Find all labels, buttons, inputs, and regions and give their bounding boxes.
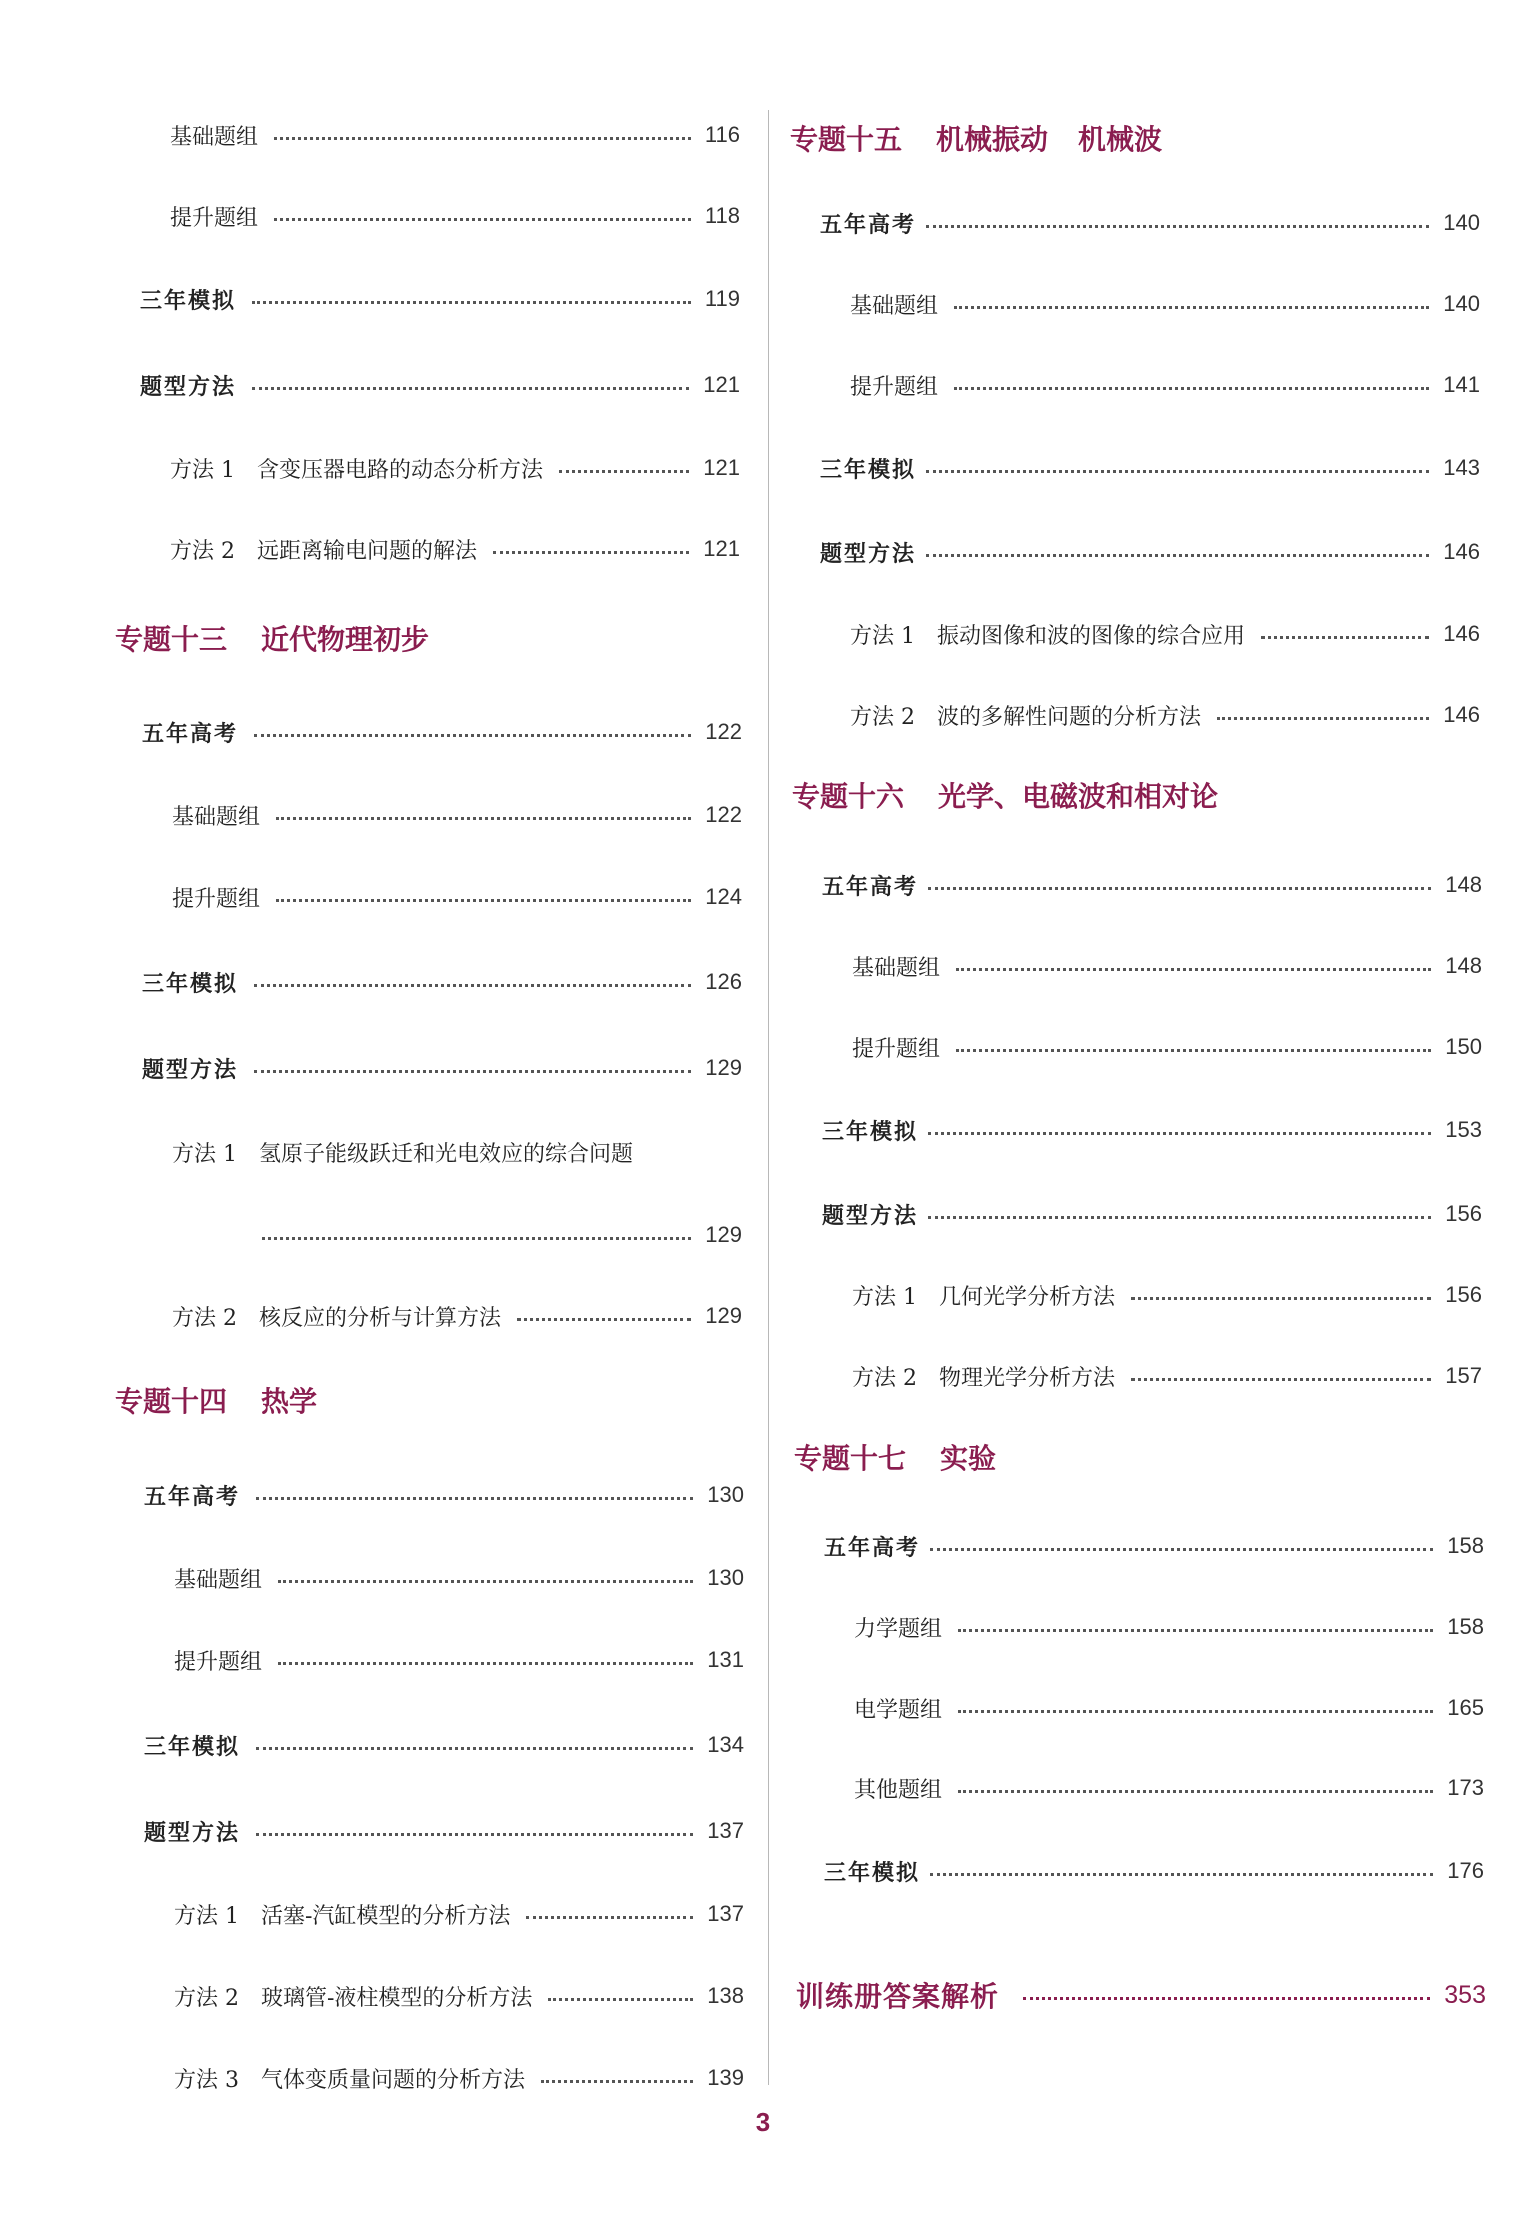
method-number: 方法 2	[850, 704, 915, 730]
method-title: 波的多解性问题的分析方法	[937, 704, 1202, 730]
topic-heading[interactable]	[794, 1437, 996, 1477]
entry-page: 139	[707, 2065, 744, 2090]
toc-entry[interactable]	[142, 1048, 742, 1088]
entry-page: 141	[1443, 372, 1480, 397]
entry-page: 157	[1445, 1363, 1482, 1388]
topic-title: 热学	[261, 1385, 318, 1418]
toc-entry-method[interactable]	[170, 448, 740, 488]
dot-leader	[958, 1629, 1433, 1632]
method-title: 气体变质量问题的分析方法	[261, 2067, 526, 2093]
toc-entry[interactable]	[174, 1640, 744, 1680]
toc-entry-continuation[interactable]	[262, 1215, 742, 1255]
method-title: 核反应的分析与计算方法	[259, 1305, 502, 1331]
entry-label	[850, 700, 1211, 731]
entry-page: 137	[707, 1901, 744, 1926]
toc-entry[interactable]	[850, 284, 1480, 324]
entry-page: 146	[1443, 621, 1480, 646]
entry-label: 三年模拟	[822, 1119, 919, 1145]
entry-page: 146	[1443, 702, 1480, 727]
dot-leader	[1217, 717, 1429, 720]
topic-number: 专题十七	[794, 1442, 907, 1475]
method-number: 方法 1	[852, 1284, 917, 1310]
entry-page: 156	[1445, 1201, 1482, 1226]
dot-leader	[928, 887, 1431, 890]
entry-label: 基础题组	[172, 804, 261, 830]
topic-number: 专题十六	[792, 780, 905, 813]
entry-page: 121	[703, 455, 740, 480]
toc-entry-method[interactable]	[852, 1356, 1482, 1396]
dot-leader	[274, 218, 691, 221]
dot-leader	[1131, 1297, 1431, 1300]
method-number: 方法 1	[850, 623, 915, 649]
toc-entry-method[interactable]	[852, 1275, 1482, 1315]
dot-leader	[548, 1998, 693, 2001]
toc-entry[interactable]	[170, 196, 740, 236]
toc-entry[interactable]	[824, 1526, 1484, 1566]
entry-page: 129	[705, 1222, 742, 1247]
entry-label	[852, 1280, 1125, 1311]
dot-leader	[254, 1070, 691, 1073]
entry-label: 提升题组	[170, 205, 259, 231]
entry-label: 基础题组	[852, 955, 941, 981]
entry-page: 124	[705, 884, 742, 909]
toc-entry[interactable]	[850, 365, 1480, 405]
toc-entry-method[interactable]	[850, 695, 1480, 735]
toc-entry[interactable]	[174, 1558, 744, 1598]
method-number: 方法 2	[172, 1305, 237, 1331]
dot-leader	[274, 137, 691, 140]
entry-page: 173	[1447, 1775, 1484, 1800]
method-number: 方法 1	[174, 1903, 239, 1929]
toc-entry[interactable]	[824, 1851, 1484, 1891]
answers-label: 训练册答案解析	[796, 1980, 1000, 2013]
entry-label: 题型方法	[140, 374, 237, 400]
column-divider	[768, 110, 769, 2085]
entry-page: 129	[705, 1303, 742, 1328]
dot-leader	[926, 225, 1429, 228]
entry-page: 121	[703, 372, 740, 397]
method-title: 物理光学分析方法	[939, 1365, 1116, 1391]
entry-page: 130	[707, 1482, 744, 1507]
entry-page: 134	[707, 1732, 744, 1757]
method-title: 几何光学分析方法	[939, 1284, 1116, 1310]
dot-leader	[254, 984, 691, 987]
toc-entry-method[interactable]	[174, 1976, 744, 2016]
page-number: 3	[755, 2107, 771, 2137]
dot-leader	[930, 1873, 1433, 1876]
toc-entry[interactable]	[852, 946, 1482, 986]
entry-label: 提升题组	[850, 374, 939, 400]
dot-leader	[278, 1580, 693, 1583]
method-title: 远距离输电问题的解法	[257, 538, 478, 564]
entry-label: 提升题组	[172, 886, 261, 912]
toc-entry-answers[interactable]	[796, 1975, 1486, 2015]
entry-label	[174, 1981, 542, 2012]
entry-label: 力学题组	[854, 1616, 943, 1642]
topic-number: 专题十四	[115, 1385, 228, 1418]
dot-leader	[954, 306, 1429, 309]
method-number: 方法 2	[852, 1365, 917, 1391]
entry-page: 137	[707, 1818, 744, 1843]
entry-label: 题型方法	[820, 541, 917, 567]
toc-entry[interactable]	[144, 1725, 744, 1765]
toc-entry[interactable]	[172, 795, 742, 835]
dot-leader	[278, 1662, 693, 1665]
toc-entry[interactable]	[140, 365, 740, 405]
entry-label	[172, 1301, 511, 1332]
dot-leader	[928, 1132, 1431, 1135]
entry-label: 五年高考	[820, 212, 917, 238]
dot-leader	[954, 387, 1429, 390]
method-title: 活塞-汽缸模型的分析方法	[261, 1903, 511, 1929]
method-title: 玻璃管-液柱模型的分析方法	[261, 1985, 533, 2011]
entry-label: 基础题组	[170, 124, 259, 150]
entry-page: 122	[705, 719, 742, 744]
entry-label: 三年模拟	[820, 457, 917, 483]
entry-label: 题型方法	[142, 1057, 239, 1083]
dot-leader	[526, 1916, 693, 1919]
dot-leader	[256, 1833, 693, 1836]
dot-leader	[276, 899, 691, 902]
dot-leader	[262, 1237, 691, 1240]
dot-leader	[958, 1790, 1433, 1793]
entry-label	[850, 619, 1255, 650]
entry-label	[170, 534, 487, 565]
entry-page: 121	[703, 536, 740, 561]
entry-page: 156	[1445, 1282, 1482, 1307]
dot-leader	[541, 2080, 693, 2083]
dot-leader	[1261, 636, 1429, 639]
dot-leader	[926, 470, 1429, 473]
toc-entry-method[interactable]	[850, 614, 1480, 654]
method-title: 振动图像和波的图像的综合应用	[937, 623, 1246, 649]
topic-title: 近代物理初步	[261, 623, 430, 656]
dot-leader	[958, 1710, 1433, 1713]
entry-page: 131	[707, 1647, 744, 1672]
dot-leader	[1131, 1378, 1431, 1381]
dot-leader	[1023, 1997, 1430, 2000]
method-title: 含变压器电路的动态分析方法	[257, 457, 544, 483]
toc-entry[interactable]	[820, 532, 1480, 572]
dot-leader	[256, 1747, 693, 1750]
toc-entry[interactable]	[854, 1768, 1484, 1808]
topic-heading[interactable]	[115, 618, 429, 658]
dot-leader	[254, 734, 691, 737]
dot-leader	[252, 301, 691, 304]
toc-entry[interactable]	[172, 877, 742, 917]
topic-number: 专题十五	[790, 123, 903, 156]
entry-page: 138	[707, 1983, 744, 2008]
method-number: 方法 1	[170, 457, 235, 483]
entry-page: 148	[1445, 872, 1482, 897]
entry-page: 150	[1445, 1034, 1482, 1059]
toc-entry[interactable]	[170, 115, 740, 155]
entry-label: 五年高考	[824, 1535, 921, 1561]
topic-title: 光学、电磁波和相对论	[938, 780, 1219, 813]
entry-page: 158	[1447, 1614, 1484, 1639]
entry-label: 题型方法	[144, 1820, 241, 1846]
dot-leader	[493, 551, 689, 554]
entry-label: 基础题组	[174, 1567, 263, 1593]
toc-entry[interactable]	[820, 203, 1480, 243]
dot-leader	[252, 387, 689, 390]
entry-page: 140	[1443, 210, 1480, 235]
toc-entry-method[interactable]	[172, 1296, 742, 1336]
toc-entry[interactable]	[822, 1194, 1482, 1234]
entry-label: 五年高考	[142, 721, 239, 747]
entry-page: 148	[1445, 953, 1482, 978]
dot-leader	[956, 1049, 1431, 1052]
topic-heading[interactable]	[792, 775, 1218, 815]
topic-number: 专题十三	[115, 623, 228, 656]
entry-page: 153	[1445, 1117, 1482, 1142]
dot-leader	[956, 968, 1431, 971]
entry-label	[852, 1361, 1125, 1392]
entry-label: 三年模拟	[142, 971, 239, 997]
entry-label: 三年模拟	[144, 1734, 241, 1760]
dot-leader	[559, 470, 689, 473]
method-number: 方法 3	[174, 2067, 239, 2093]
toc-entry[interactable]	[144, 1475, 744, 1515]
entry-label: 基础题组	[850, 293, 939, 319]
entry-label	[174, 1899, 520, 1930]
toc-entry[interactable]	[820, 448, 1480, 488]
entry-label: 题型方法	[822, 1203, 919, 1229]
dot-leader	[517, 1318, 691, 1321]
entry-label: 提升题组	[174, 1649, 263, 1675]
entry-label: 三年模拟	[824, 1860, 921, 1886]
toc-entry[interactable]	[140, 279, 740, 319]
dot-leader	[930, 1548, 1433, 1551]
entry-label: 其他题组	[854, 1777, 943, 1803]
method-number: 方法 2	[174, 1985, 239, 2011]
entry-page: 140	[1443, 291, 1480, 316]
answers-page: 353	[1444, 1980, 1486, 2009]
entry-page: 118	[704, 203, 740, 228]
entry-page: 119	[704, 286, 740, 311]
topic-heading[interactable]	[115, 1380, 317, 1420]
entry-page: 176	[1447, 1858, 1484, 1883]
entry-label	[174, 2063, 535, 2094]
dot-leader	[256, 1497, 693, 1500]
toc-entry[interactable]	[852, 1027, 1482, 1067]
entry-label	[170, 453, 553, 484]
dot-leader	[926, 554, 1429, 557]
topic-title: 实验	[940, 1442, 997, 1475]
method-title: 氢原子能级跃迁和光电效应的综合问题	[259, 1142, 634, 1167]
entry-page: 158	[1447, 1533, 1484, 1558]
toc-entry[interactable]	[142, 962, 742, 1002]
entry-page: 146	[1443, 539, 1480, 564]
toc-entry[interactable]	[854, 1688, 1484, 1728]
method-number: 方法 1	[172, 1142, 237, 1167]
entry-page: 129	[705, 1055, 742, 1080]
method-label-wrapped[interactable]	[172, 1137, 633, 1168]
dot-leader	[276, 817, 691, 820]
entry-page: 126	[705, 969, 742, 994]
toc-entry[interactable]	[822, 1110, 1482, 1150]
toc-entry-method[interactable]	[174, 1894, 744, 1934]
method-number: 方法 2	[170, 538, 235, 564]
toc-entry[interactable]	[144, 1811, 744, 1851]
entry-label: 三年模拟	[140, 288, 237, 314]
toc-entry[interactable]	[854, 1607, 1484, 1647]
topic-title: 机械振动	[936, 123, 1049, 156]
topic-title-part2: 机械波	[1078, 123, 1163, 156]
entry-page: 122	[705, 802, 742, 827]
entry-page: 143	[1443, 455, 1480, 480]
entry-label: 五年高考	[144, 1484, 241, 1510]
entry-label: 电学题组	[854, 1697, 943, 1723]
entry-page: 130	[707, 1565, 744, 1590]
toc-entry-method[interactable]	[170, 529, 740, 569]
entry-page: 165	[1447, 1695, 1484, 1720]
dot-leader	[928, 1216, 1431, 1219]
entry-page: 116	[704, 122, 740, 147]
toc-entry-method[interactable]	[174, 2058, 744, 2098]
entry-label: 提升题组	[852, 1036, 941, 1062]
entry-label: 五年高考	[822, 874, 919, 900]
toc-entry[interactable]	[822, 865, 1482, 905]
topic-heading[interactable]	[790, 118, 1162, 158]
toc-entry[interactable]	[142, 712, 742, 752]
